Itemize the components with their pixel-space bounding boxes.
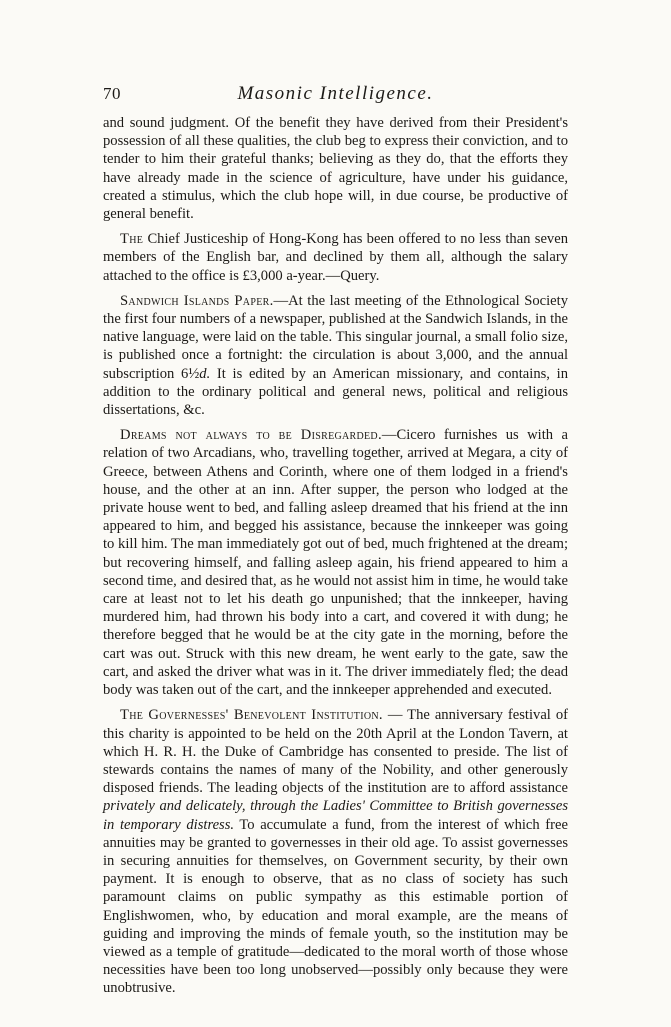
page-number: 70 [103,84,121,103]
paragraph-governesses: The Governesses' Benevolent Institution. — The anniversary festival of this charity is appointed to be held on the 20th April at the London Tavern, at which H. R. H. the Duke of Cambridge has consented to preside. The list of stewards contains the names of many of the Nobility, and other generously disposed friends. The leading objects of the institution are to afford assistance privately and delicately, through the Ladies' Committee to British governesses in temporary distress. To accumulate a fund, from the interest of which free annuities may be granted to governesses in their old age. To assist governesses in securing annuities for themselves, on Government security, by their own payment. It is enough to observe, that as no class of society has such paramount claims on public sympathy as this estimable portion of Englishwomen, who, by education and moral example, are the means of guiding and improving the minds of female youth, so the institution may be viewed as a temple of gratitude—dedicated to the moral worth of those whose necessities have been too long unobserved—possibly only because they were unobtrusive. [103,707,568,997]
page-header [103,84,568,108]
section-heading: Dreams not always to be Disregarded. [120,427,382,444]
section-heading: Sandwich Islands Paper. [120,292,274,309]
paragraph-hong-kong: The Chief Justiceship of Hong-Kong has been offered to no less than seven members of the English bar, and declined by them all, although the salary attached to the office is £3,000 a-year.—Query. [103,231,568,284]
running-head: Masonic Intelligence. [237,83,434,104]
paragraph-dreams: Dreams not always to be Disregarded.—Cicero furnishes us with a relation of two Arcadians, who, travelling together, arrived at Megara, a city of Greece, between Athens and Corinth, where one of them lodged in a friend's house, and the other at an inn. After supper, the person who lodged at the private house went to bed, and falling asleep dreamed that his friend at the inn appeared to him, and begged his assistance, because the innkeeper was going to kill him. The man immediately got out of bed, much frightened at the dream; but recovering himself, and falling asleep again, his friend appeared to him a second time, and desired that, as he would not assist him in time, he would take care at least not to let his death go unpunished; that the innkeeper, having murdered him, had thrown his body into a cart, and covered it with dung; he therefore begged that he would be at the city gate in the morning, before the cart was out. Struck with this new dream, he went early to the gate, saw the cart, and asked the driver what was in it. The driver immediately fled; the dead body was taken out of the cart, and the innkeeper apprehended and executed. [103,427,568,699]
body-text [103,114,568,1005]
section-heading: The Governesses' Benevolent Institution. [120,707,383,724]
paragraph-sandwich-islands: Sandwich Islands Paper.—At the last meeting of the Ethnological Society the first four numbers of a newspaper, published at the Sandwich Islands, in the native language, were laid on the table. This singular journal, a small folio size, is published once a fortnight: the circulation is about 3,000, and the annual subscription 6½d. It is edited by an American missionary, and contains, in addition to the ordinary political and general news, political and religious dissertations, &c. [103,292,568,419]
paragraph-lead: The [120,231,144,248]
paragraph-club-thanks: and sound judgment. Of the benefit they have derived from their President's possession of all these qualities, the club beg to express their conviction, and to tender to him their grateful thanks; believing as they do, that the efforts they have already made in the science of agriculture, have under his guidance, created a stimulus, which the club hope will, in due course, be productive of general benefit. [103,115,568,223]
